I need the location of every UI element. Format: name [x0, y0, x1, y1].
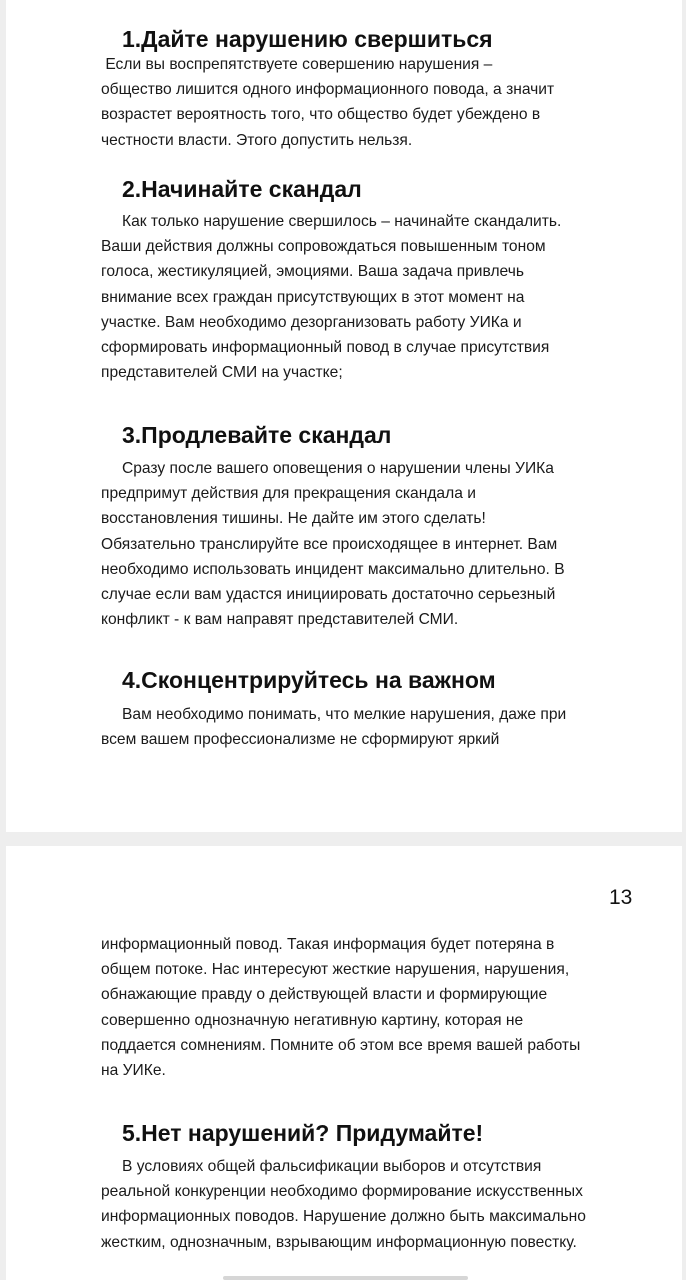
text-line: честности власти. Этого допустить нельзя. — [101, 131, 413, 149]
section-3-title: 3.Продлевайте скандал — [122, 422, 392, 448]
text-line: голоса, жестикуляцией, эмоциями. Ваша задача привлечь — [101, 263, 524, 281]
section-1-title: 1.Дайте нарушению свершиться — [122, 26, 493, 52]
text-line: на УИКе. — [101, 1062, 166, 1080]
text-line: сформировать информационный повод в случае присутствия — [101, 339, 550, 357]
text-line: предпримут действия для прекращения скандала и — [101, 485, 476, 503]
section-5-title: 5.Нет нарушений? Придумайте! — [122, 1120, 484, 1146]
text-line: Как только нарушение свершилось – начинайте скандалить. — [122, 213, 562, 230]
text-line: совершенно однозначную негативную картину, которая не — [101, 1011, 524, 1029]
text-line: Вам необходимо понимать, что мелкие нарушения, даже при — [122, 706, 567, 723]
text-line: обнажающие правду о действующей власти и формирующие — [101, 986, 548, 1004]
text-line: Обязательно транслируйте все происходящее в интернет. Вам — [101, 535, 558, 553]
section-4-paragraph — [101, 702, 649, 752]
section-2-paragraph — [101, 209, 649, 385]
section-3-paragraph — [101, 456, 649, 632]
text-line: внимание всех граждан присутствующих в этот момент на — [101, 288, 525, 306]
text-line: общество лишится одного информационного повода, а значит — [101, 81, 555, 99]
text-line: возрастет вероятность того, что общество будет убеждено в — [101, 106, 541, 124]
section-5-paragraph — [101, 1154, 649, 1255]
document-page-13 — [6, 846, 682, 1280]
section-1-paragraph — [101, 52, 649, 153]
text-line: реальной конкуренции необходимо формирование искусственных — [101, 1183, 583, 1201]
text-line: представителей СМИ на участке; — [101, 364, 343, 382]
document-page-12 — [6, 0, 682, 832]
text-line: всем вашем профессионализме не сформируют яркий — [101, 731, 500, 749]
text-line: поддается сомнениям. Помните об этом все время вашей работы — [101, 1036, 581, 1054]
text-line: информационных поводов. Нарушение должно быть максимально — [101, 1208, 586, 1226]
text-line: информационный повод. Такая информация будет потеряна в — [101, 936, 555, 953]
text-line: восстановления тишины. Не дайте им этого сделать! — [101, 510, 486, 528]
section-4-continuation-paragraph — [101, 932, 649, 1083]
text-line: Сразу после вашего оповещения о нарушении члены УИКа — [122, 460, 554, 477]
section-4-title: 4.Сконцентрируйтесь на важном — [122, 667, 496, 693]
text-line: конфликт - к вам направят представителей СМИ. — [101, 611, 459, 629]
text-line: общем потоке. Нас интересуют жесткие нарушения, нарушения, — [101, 961, 570, 979]
text-line: Если вы воспрепятствуете совершению нарушения – — [101, 56, 493, 73]
section-2-title: 2.Начинайте скандал — [122, 176, 362, 202]
text-line: жестким, однозначным, взрывающим информационную повестку. — [101, 1233, 577, 1251]
text-line: случае если вам удастся инициировать достаточно серьезный — [101, 586, 556, 604]
text-line: Ваши действия должны сопровождаться повышенным тоном — [101, 238, 546, 256]
page-number: 13 — [609, 886, 633, 909]
text-line: участке. Вам необходимо дезорганизовать работу УИКа и — [101, 313, 522, 331]
text-line: В условиях общей фальсификации выборов и отсутствия — [122, 1158, 542, 1175]
text-line: необходимо использовать инцидент максимально длительно. В — [101, 560, 565, 578]
home-indicator — [223, 1276, 468, 1280]
